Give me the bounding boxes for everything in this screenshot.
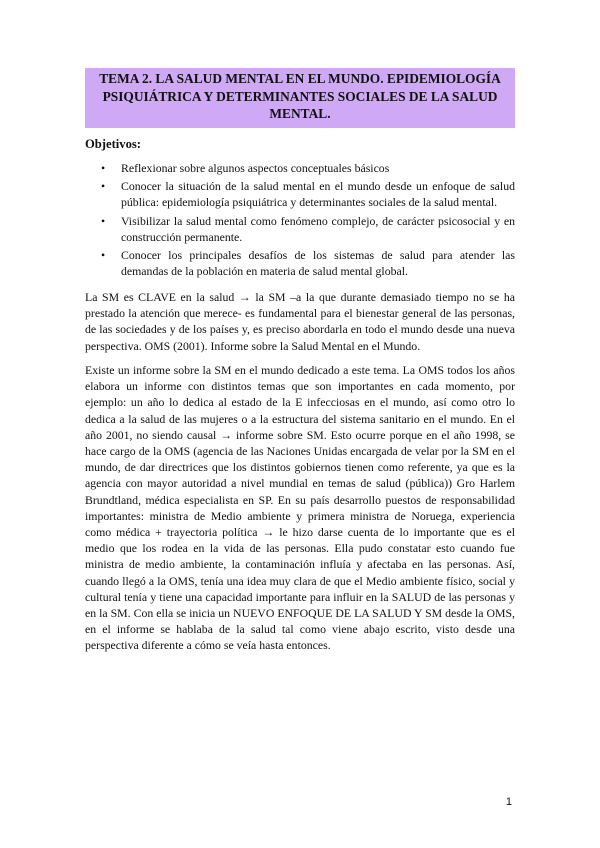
page-title: TEMA 2. LA SALUD MENTAL EN EL MUNDO. EPIDEMIOLOGÍA PSIQUIÁTRICA Y DETERMINANTES SOCIALES DE LA SALUD MENTAL.	[85, 68, 515, 128]
page-number: 1	[505, 796, 512, 808]
bullet-icon: •	[101, 179, 106, 194]
objectives-heading: Objetivos:	[85, 137, 141, 151]
objectives-list	[85, 160, 515, 281]
list-item: • Conocer la situación de la salud mental en el mundo desde un enfoque de salud pública: epidemiología psiquiátrica y determinantes sociales de la salud mental.	[101, 179, 515, 210]
report-paragraph: Existe un informe sobre la SM en el mundo dedicado a este tema. La OMS todos los años elabora un informe con distintos temas que son importantes en cada momento, por ejemplo: un año lo dedica al estado de la E infecciosas en el mundo, así como otro lo dedica a la salud de las mujeres o a la estructura del sistema sanitario en el mundo. En el año 2001, no siendo causal → informe sobre SM. Esto ocurre porque en el año 1998, se hace cargo de la OMS (agencia de las Naciones Unidas encargada de velar por la SM en el mundo, de dar directrices que los distintos gobiernos tienen como referente, ya que es la agencia con mayor autoridad a nivel mundial en temas de salud (pública)) Gro Harlem Brundtland, médica especialista en SP. En su país desarrollo puestos de responsabilidad importantes: ministra de Medio ambiente y primera ministra de Noruega, experiencia como médica + trayectoria política → le hizo darse cuenta de lo importante que es el medio que los rodea en la vida de las personas. Ella pudo constatar esto cuando fue ministra de medio ambiente, la contaminación influía y afectaba en las personas. Así, cuando llegó a la OMS, tenía una idea muy clara de que el Medio ambiente físico, social y cultural tenía y tiene una capacidad importante para influir en la SALUD de las personas y en la SM. Con ella se inicia un NUEVO ENFOQUE DE LA SALUD Y SM desde la OMS, en el informe se hablaba de la salud tal como viene abajo escrito, visto desde una perspectiva diferente a cómo se veía hasta entonces.	[85, 363, 515, 653]
bullet-icon: •	[101, 213, 106, 228]
bullet-icon: •	[101, 161, 106, 175]
bullet-icon: •	[101, 248, 106, 263]
list-item: • Reflexionar sobre algunos aspectos conceptuales básicos	[101, 161, 390, 175]
intro-paragraph: La SM es CLAVE en la salud → la SM –a la que durante demasiado tiempo no se ha prestado la atención que merece- es fundamental para el bienestar general de las personas, de las sociedades y de los países y, es preciso abordarla en todo el mundo desde una nueva perspectiva. OMS (2001). Informe sobre la Salud Mental en el Mundo.	[85, 290, 515, 353]
list-item: • Visibilizar la salud mental como fenómeno complejo, de carácter psicosocial y en construcción permanente.	[101, 213, 515, 244]
list-item: • Conocer los principales desafíos de los sistemas de salud para atender las demandas de la población en materia de salud mental global.	[101, 248, 515, 279]
